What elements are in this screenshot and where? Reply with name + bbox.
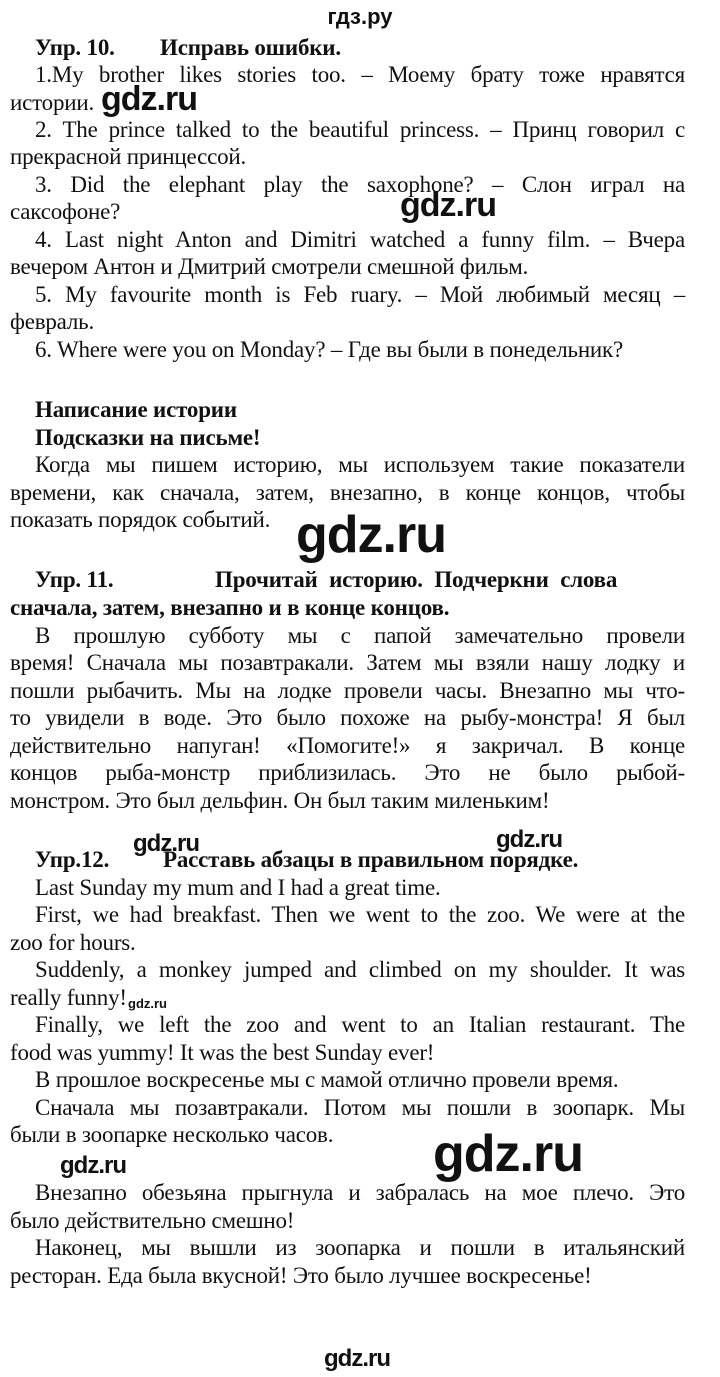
ex10-number: Упр. 10. bbox=[35, 35, 115, 60]
ex12-line: Внезапно обезьяна прыгнула и забралась на мое плечо. Это bbox=[35, 1180, 685, 1205]
ex11-line: В прошлую субботу мы с папой замечательно провели bbox=[35, 623, 685, 648]
watermark: gdz.ru bbox=[128, 996, 167, 1011]
ex11-line: монстром. Это был дельфин. Он был таким миленьким! bbox=[10, 788, 550, 813]
ex11-line: время! Сначала мы позавтракали. Затем мы взяли нашу лодку и bbox=[10, 650, 685, 675]
ex10-heading bbox=[10, 34, 685, 61]
writing-heading: Написание истории bbox=[35, 397, 237, 422]
writing-subheading: Подсказки на письме! bbox=[35, 425, 261, 450]
ex12-line: zoo for hours. bbox=[10, 930, 136, 955]
ex10-line: февраль. bbox=[10, 309, 94, 334]
ex12-line: really funny! bbox=[10, 985, 127, 1010]
ex12-line: food was yummy! It was the best Sunday ever! bbox=[10, 1040, 435, 1065]
watermark: gdz.ru bbox=[324, 1345, 390, 1372]
writing-line: времени, как сначала, затем, внезапно, в конце концов, чтобы bbox=[10, 480, 685, 505]
ex11-line: то увидели в воде. Это было похоже на рыбу-монстра! Я был bbox=[10, 705, 685, 730]
ex12-heading bbox=[10, 846, 685, 873]
watermark: gdz.ru bbox=[101, 80, 197, 118]
ex11-instruction: Прочитай историю. Подчеркни слова bbox=[215, 567, 618, 592]
ex12-line: Suddenly, a monkey jumped and climbed on my shoulder. It was bbox=[35, 957, 685, 982]
watermark: gdz.ru bbox=[496, 826, 562, 853]
ex10-line: 5. My favourite month is Feb ruary. – Мой любимый месяц – bbox=[35, 282, 685, 307]
ex11-instruction-cont: сначала, затем, внезапно и в конце концов. bbox=[10, 595, 450, 620]
watermark: gdz.ru bbox=[433, 1125, 583, 1183]
ex11-line: концов рыба-монстр приблизилась. Это не было рыбой- bbox=[10, 760, 685, 785]
site-title: гдз.ру bbox=[327, 4, 393, 29]
ex10-line: 2. The prince talked to the beautiful princess. – Принц говорил с bbox=[35, 117, 685, 142]
ex10-line: истории. bbox=[10, 90, 95, 115]
ex10-line: прекрасной принцессой. bbox=[10, 144, 247, 169]
watermark: gdz.ru bbox=[133, 830, 199, 857]
ex12-line: Finally, we left the zoo and went to an Italian restaurant. The bbox=[35, 1012, 685, 1037]
ex12-number: Упр.12. bbox=[35, 847, 110, 872]
watermark: gdz.ru bbox=[296, 506, 446, 564]
ex12-line: ресторан. Еда была вкусной! Это было лучшее воскресенье! bbox=[10, 1263, 592, 1288]
ex10-line: 6. Where were you on Monday? – Где вы были в понедельник? bbox=[35, 337, 624, 362]
ex10-instruction: Исправь ошибки. bbox=[160, 35, 341, 60]
ex12-line: First, we had breakfast. Then we went to the zoo. We were at the bbox=[35, 902, 685, 927]
ex12-line: В прошлое воскресенье мы с мамой отлично провели время. bbox=[35, 1067, 619, 1092]
ex10-line: 1.My brother likes stories too. – Моему брату тоже нравятся bbox=[35, 62, 685, 87]
writing-line: показать порядок событий. bbox=[10, 507, 271, 532]
ex12-line: Last Sunday my mum and I had a great time. bbox=[35, 875, 441, 900]
ex10-line: вечером Антон и Дмитрий смотрели смешной фильм. bbox=[10, 254, 529, 279]
watermark: gdz.ru bbox=[60, 1152, 126, 1179]
watermark: gdz.ru bbox=[400, 186, 496, 224]
ex12-line: Наконец, мы вышли из зоопарка и пошли в итальянский bbox=[35, 1235, 685, 1260]
ex11-line: действительно напуган! «Помогите!» я закричал. В конце bbox=[10, 733, 685, 758]
ex11-line: пошли рыбачить. Мы на лодке провели часы. Внезапно мы что- bbox=[10, 678, 685, 703]
ex11-number: Упр. 11. bbox=[35, 567, 114, 592]
ex12-instruction: Расставь абзацы в правильном порядке. bbox=[163, 847, 579, 872]
ex10-line: 3. Did the elephant play the saxophone? – Слон играл на bbox=[35, 172, 685, 197]
ex12-line: было действительно смешно! bbox=[10, 1208, 295, 1233]
ex12-line: Сначала мы позавтракали. Потом мы пошли в зоопарк. Мы bbox=[35, 1095, 685, 1120]
writing-line: Когда мы пишем историю, мы используем такие показатели bbox=[35, 452, 685, 477]
ex10-line: саксофоне? bbox=[10, 199, 121, 224]
ex12-line: были в зоопарке несколько часов. bbox=[10, 1122, 334, 1147]
ex10-line: 4. Last night Anton and Dimitri watched a funny film. – Вчера bbox=[35, 227, 685, 252]
ex11-heading bbox=[10, 566, 685, 593]
